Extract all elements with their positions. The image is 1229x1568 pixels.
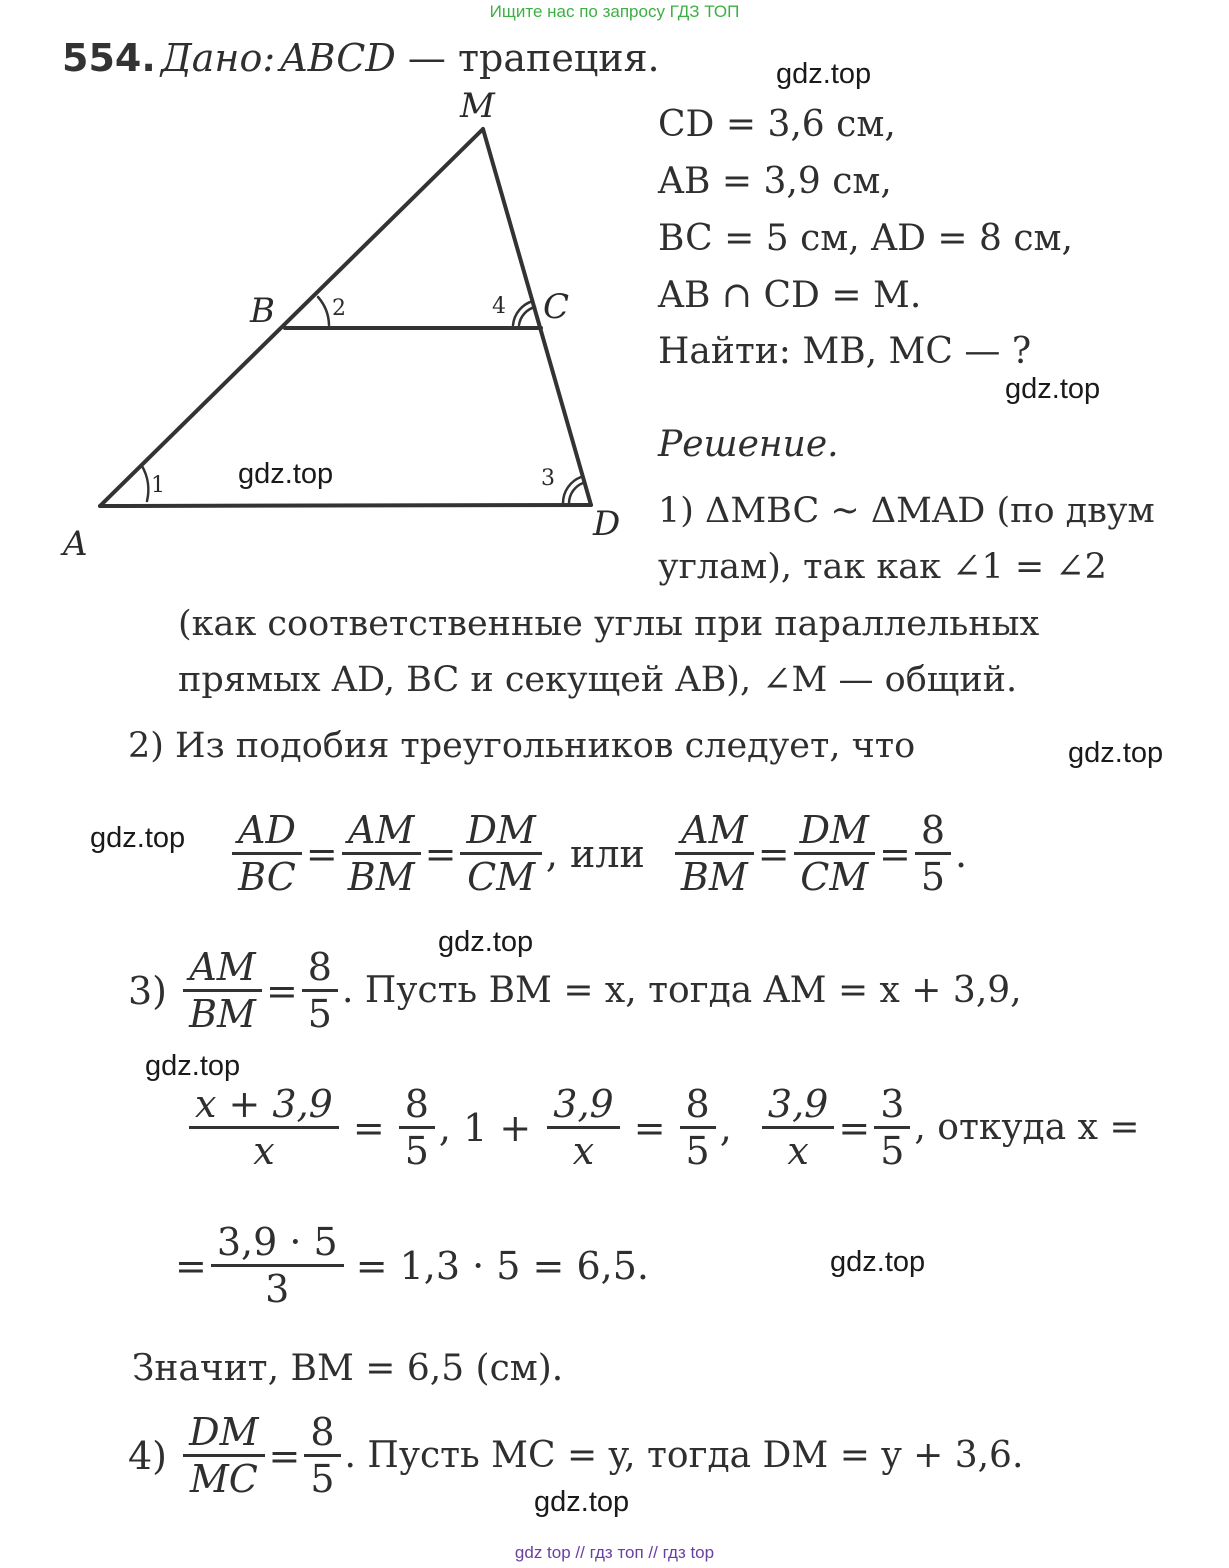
watermark: gdz.top	[238, 458, 334, 490]
watermark: gdz.top	[534, 1486, 630, 1518]
angle-4-label: 4	[492, 294, 506, 319]
problem-header	[62, 36, 660, 80]
top-banner: Ищите нас по запросу ГДЗ ТОП	[489, 2, 740, 21]
bottom-banner: gdz top // гдз топ // гдз top	[514, 1543, 715, 1562]
condition-intersection: AB ∩ CD = M.	[658, 275, 922, 316]
vertex-M: M	[460, 86, 495, 126]
arc-angle-3a	[563, 477, 581, 503]
frac-39-x: $\frac{3,9}{x}$	[547, 1082, 619, 1173]
watermark: gdz.top	[438, 926, 534, 958]
watermark: gdz.top	[776, 58, 872, 90]
frac-am-bm: $\frac{AM}{BM}$	[342, 808, 421, 899]
frac-dm-mc: $\frac{DM}{MC}$	[183, 1410, 264, 1501]
frac-ad-bc: $\frac{AD}{BC}$	[232, 808, 302, 899]
step4: 4) $\frac{DM}{MC}$ = $\frac{8}{5}$ . Пусть MC = y, тогда DM = y + 3,6.	[128, 1410, 1024, 1501]
line-AD	[100, 505, 591, 506]
arc-angle-4b	[519, 307, 535, 325]
frac-dm-cm: $\frac{DM}{CM}$	[460, 808, 541, 899]
frac-8-5-b: $\frac{8}{5}$	[680, 1082, 716, 1173]
step1-line-d: прямых AD, BC и секущей AB), ∠M — общий.	[178, 660, 1018, 700]
frac-39-x-b: $\frac{3,9}{x}$	[762, 1082, 834, 1173]
given-rest: — трапеция.	[395, 36, 660, 80]
arc-angle-2	[318, 297, 329, 325]
frac-3-5: $\frac{3}{5}$	[874, 1082, 910, 1173]
step1-line-a: 1) ΔMBC ~ ΔMAD (по двум	[658, 491, 1155, 531]
equation-proportions: $\frac{AD}{BC}$ = $\frac{AM}{BM}$ = $\frac{DM}{CM}$ , или $\frac{AM}{BM}$ = $\frac{DM}{CM}$ = $\frac{8}{5}$ .	[228, 808, 967, 899]
problem-number: 554.	[62, 36, 156, 80]
watermark: gdz.top	[145, 1050, 241, 1082]
watermark: gdz.top	[1068, 737, 1164, 769]
vertex-B: B	[250, 291, 275, 331]
arc-angle-4a	[513, 301, 533, 325]
frac-am-bm-3: $\frac{AM}{BM}$	[183, 945, 262, 1036]
trapezoid-figure	[55, 85, 645, 575]
frac-8-5: $\frac{8}{5}$	[915, 808, 951, 899]
step1-line-c: (как соответственные углы при параллельных	[178, 604, 1040, 644]
watermark: gdz.top	[1005, 373, 1101, 405]
vertex-C: C	[543, 287, 570, 327]
given-figure: ABCD	[280, 36, 396, 80]
vertex-D: D	[593, 504, 621, 544]
frac-8-5-4: $\frac{8}{5}$	[304, 1410, 340, 1501]
condition-bc-ad: BC = 5 см, AD = 8 см,	[658, 218, 1073, 259]
equation-x: $\frac{x + 3,9}{x}$ = $\frac{8}{5}$ , 1 + $\frac{3,9}{x}$ = $\frac{8}{5}$ , $\frac{3,9}{x}$ = $\frac{3}{5}$ , откуда x =	[185, 1082, 1140, 1173]
watermark: gdz.top	[830, 1246, 926, 1278]
frac-39-5-3: $\frac{3,9 \cdot 5}{3}$	[211, 1220, 344, 1311]
angle-3-label: 3	[541, 466, 555, 491]
line-AM	[100, 129, 483, 506]
frac-dm-cm-2: $\frac{DM}{CM}$	[794, 808, 875, 899]
vertex-A: A	[63, 524, 88, 564]
arc-angle-1	[142, 466, 148, 501]
angle-2-label: 2	[332, 296, 346, 321]
conclusion-bm: Значит, BM = 6,5 (см).	[132, 1348, 564, 1389]
equation-bm-result: = $\frac{3,9 \cdot 5}{3}$ = 1,3 · 5 = 6,5.	[175, 1220, 649, 1311]
step3: 3) $\frac{AM}{BM}$ = $\frac{8}{5}$ . Пусть BM = x, тогда AM = x + 3,9,	[128, 945, 1022, 1036]
frac-x-plus: $\frac{x + 3,9}{x}$	[189, 1082, 339, 1173]
solution-label: Решение.	[658, 424, 839, 465]
find-line: Найти: MB, MC — ?	[658, 331, 1032, 372]
condition-cd: CD = 3,6 см,	[658, 104, 896, 145]
arc-angle-3b	[569, 483, 583, 503]
step1-line-b: углам), так как ∠1 = ∠2	[658, 547, 1107, 587]
angle-1-label: 1	[151, 473, 165, 498]
condition-ab: AB = 3,9 см,	[658, 161, 892, 202]
step2-text: 2) Из подобия треугольников следует, что	[128, 726, 916, 766]
frac-8-5-a: $\frac{8}{5}$	[399, 1082, 435, 1173]
frac-8-5-3: $\frac{8}{5}$	[302, 945, 338, 1036]
watermark: gdz.top	[90, 822, 186, 854]
given-label: Дано:	[160, 36, 276, 80]
frac-am-bm-2: $\frac{AM}{BM}$	[675, 808, 754, 899]
